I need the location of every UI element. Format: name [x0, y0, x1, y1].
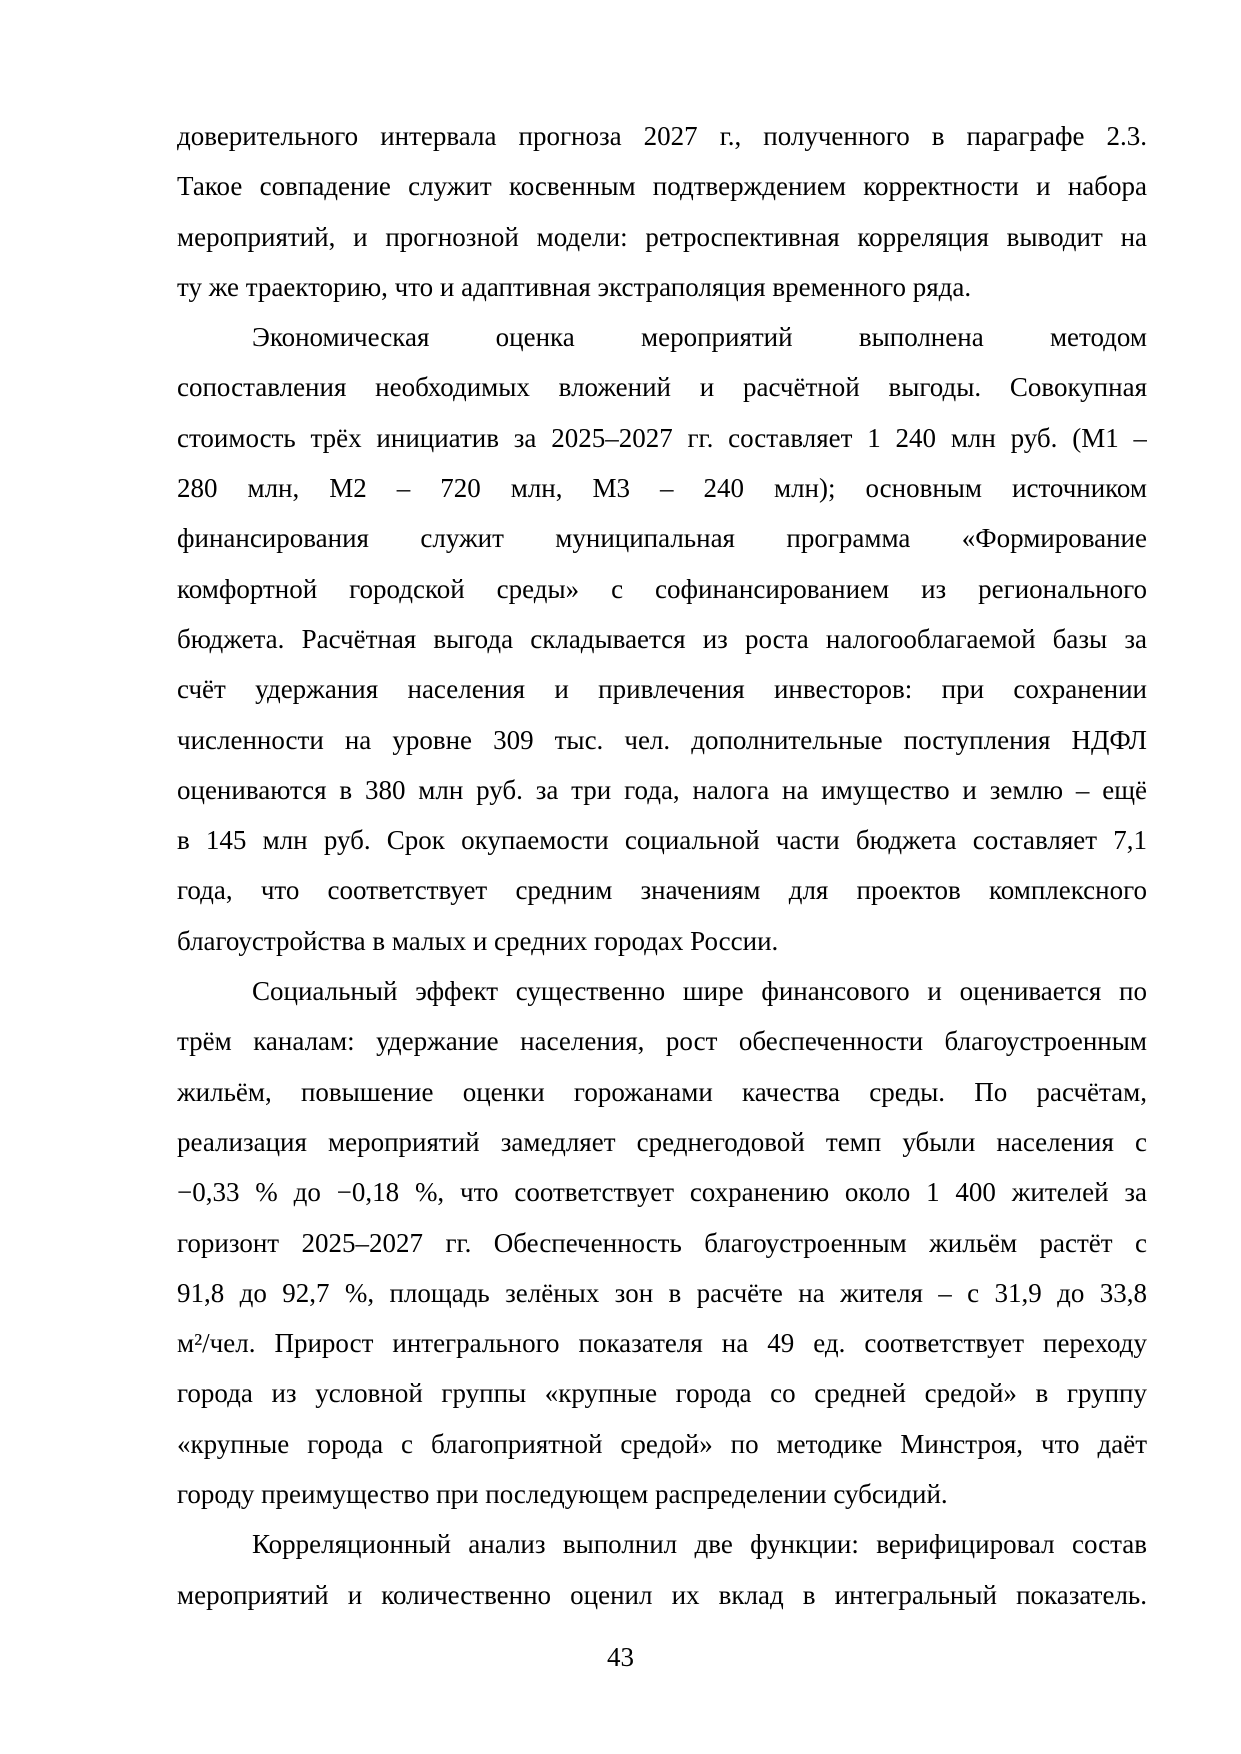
- text-line: 91,8 до 92,7 %, площадь зелёных зон в расчёте на жителя – с 31,9 до 33,8: [177, 1277, 1147, 1308]
- text-line: реализация мероприятий замедляет среднегодовой темп убыли населения с: [177, 1126, 1147, 1157]
- text-line: оцениваются в 380 млн руб. за три года, налога на имущество и землю – ещё: [177, 774, 1147, 805]
- text-line: жильём, повышение оценки горожанами качества среды. По расчётам,: [177, 1076, 1147, 1107]
- body-text: [177, 111, 1147, 1620]
- text-line: стоимость трёх инициатив за 2025–2027 гг. составляет 1 240 млн руб. (М1 –: [177, 422, 1147, 453]
- text-line: мероприятий, и прогнозной модели: ретроспективная корреляция выводит на: [177, 221, 1147, 252]
- text-line: Такое совпадение служит косвенным подтверждением корректности и набора: [177, 171, 1147, 202]
- text-line: года, что соответствует средним значениям для проектов комплексного: [177, 875, 1147, 906]
- text-line: доверительного интервала прогноза 2027 г., полученного в параграфе 2.3.: [177, 121, 1147, 151]
- text-line: м²/чел. Прирост интегрального показателя на 49 ед. соответствует переходу: [177, 1328, 1147, 1359]
- text-line: «крупные города с благоприятной средой» по методике Минстроя, что даёт: [177, 1428, 1147, 1459]
- text-line: благоустройства в малых и средних городах России.: [177, 925, 779, 956]
- text-line: в 145 млн руб. Срок окупаемости социальной части бюджета составляет 7,1: [177, 825, 1147, 856]
- text-line: сопоставления необходимых вложений и расчётной выгоды. Совокупная: [177, 372, 1147, 403]
- page-number: 43: [607, 1642, 634, 1672]
- text-line: мероприятий и количественно оценил их вклад в интегральный показатель.: [177, 1579, 1147, 1610]
- text-line: трём каналам: удержание населения, рост обеспеченности благоустроенным: [177, 1026, 1147, 1057]
- text-line: −0,33 % до −0,18 %, что соответствует сохранению около 1 400 жителей за: [177, 1177, 1147, 1208]
- paragraph-first-line: Корреляционный анализ выполнил две функции: верифицировал состав: [252, 1529, 1147, 1560]
- text-line: города из условной группы «крупные города со средней средой» в группу: [177, 1378, 1147, 1409]
- text-line: ту же траекторию, что и адаптивная экстраполяция временного ряда.: [177, 271, 972, 302]
- text-line: численности на уровне 309 тыс. чел. дополнительные поступления НДФЛ: [177, 724, 1147, 755]
- paragraph-first-line: Социальный эффект существенно шире финансового и оценивается по: [252, 976, 1147, 1007]
- paragraph-first-line: Экономическая оценка мероприятий выполнена методом: [252, 322, 1147, 353]
- text-line: комфортной городской среды» с софинансированием из регионального: [177, 573, 1147, 604]
- text-line: горизонт 2025–2027 гг. Обеспеченность благоустроенным жильём растёт с: [177, 1227, 1147, 1258]
- text-line: бюджета. Расчётная выгода складывается из роста налогооблагаемой базы за: [177, 623, 1147, 654]
- text-line: счёт удержания населения и привлечения инвесторов: при сохранении: [177, 674, 1147, 705]
- text-line: городу преимущество при последующем распределении субсидий.: [177, 1479, 948, 1510]
- text-line: 280 млн, М2 – 720 млн, М3 – 240 млн); основным источником: [177, 473, 1147, 504]
- text-line: финансирования служит муниципальная программа «Формирование: [177, 523, 1147, 554]
